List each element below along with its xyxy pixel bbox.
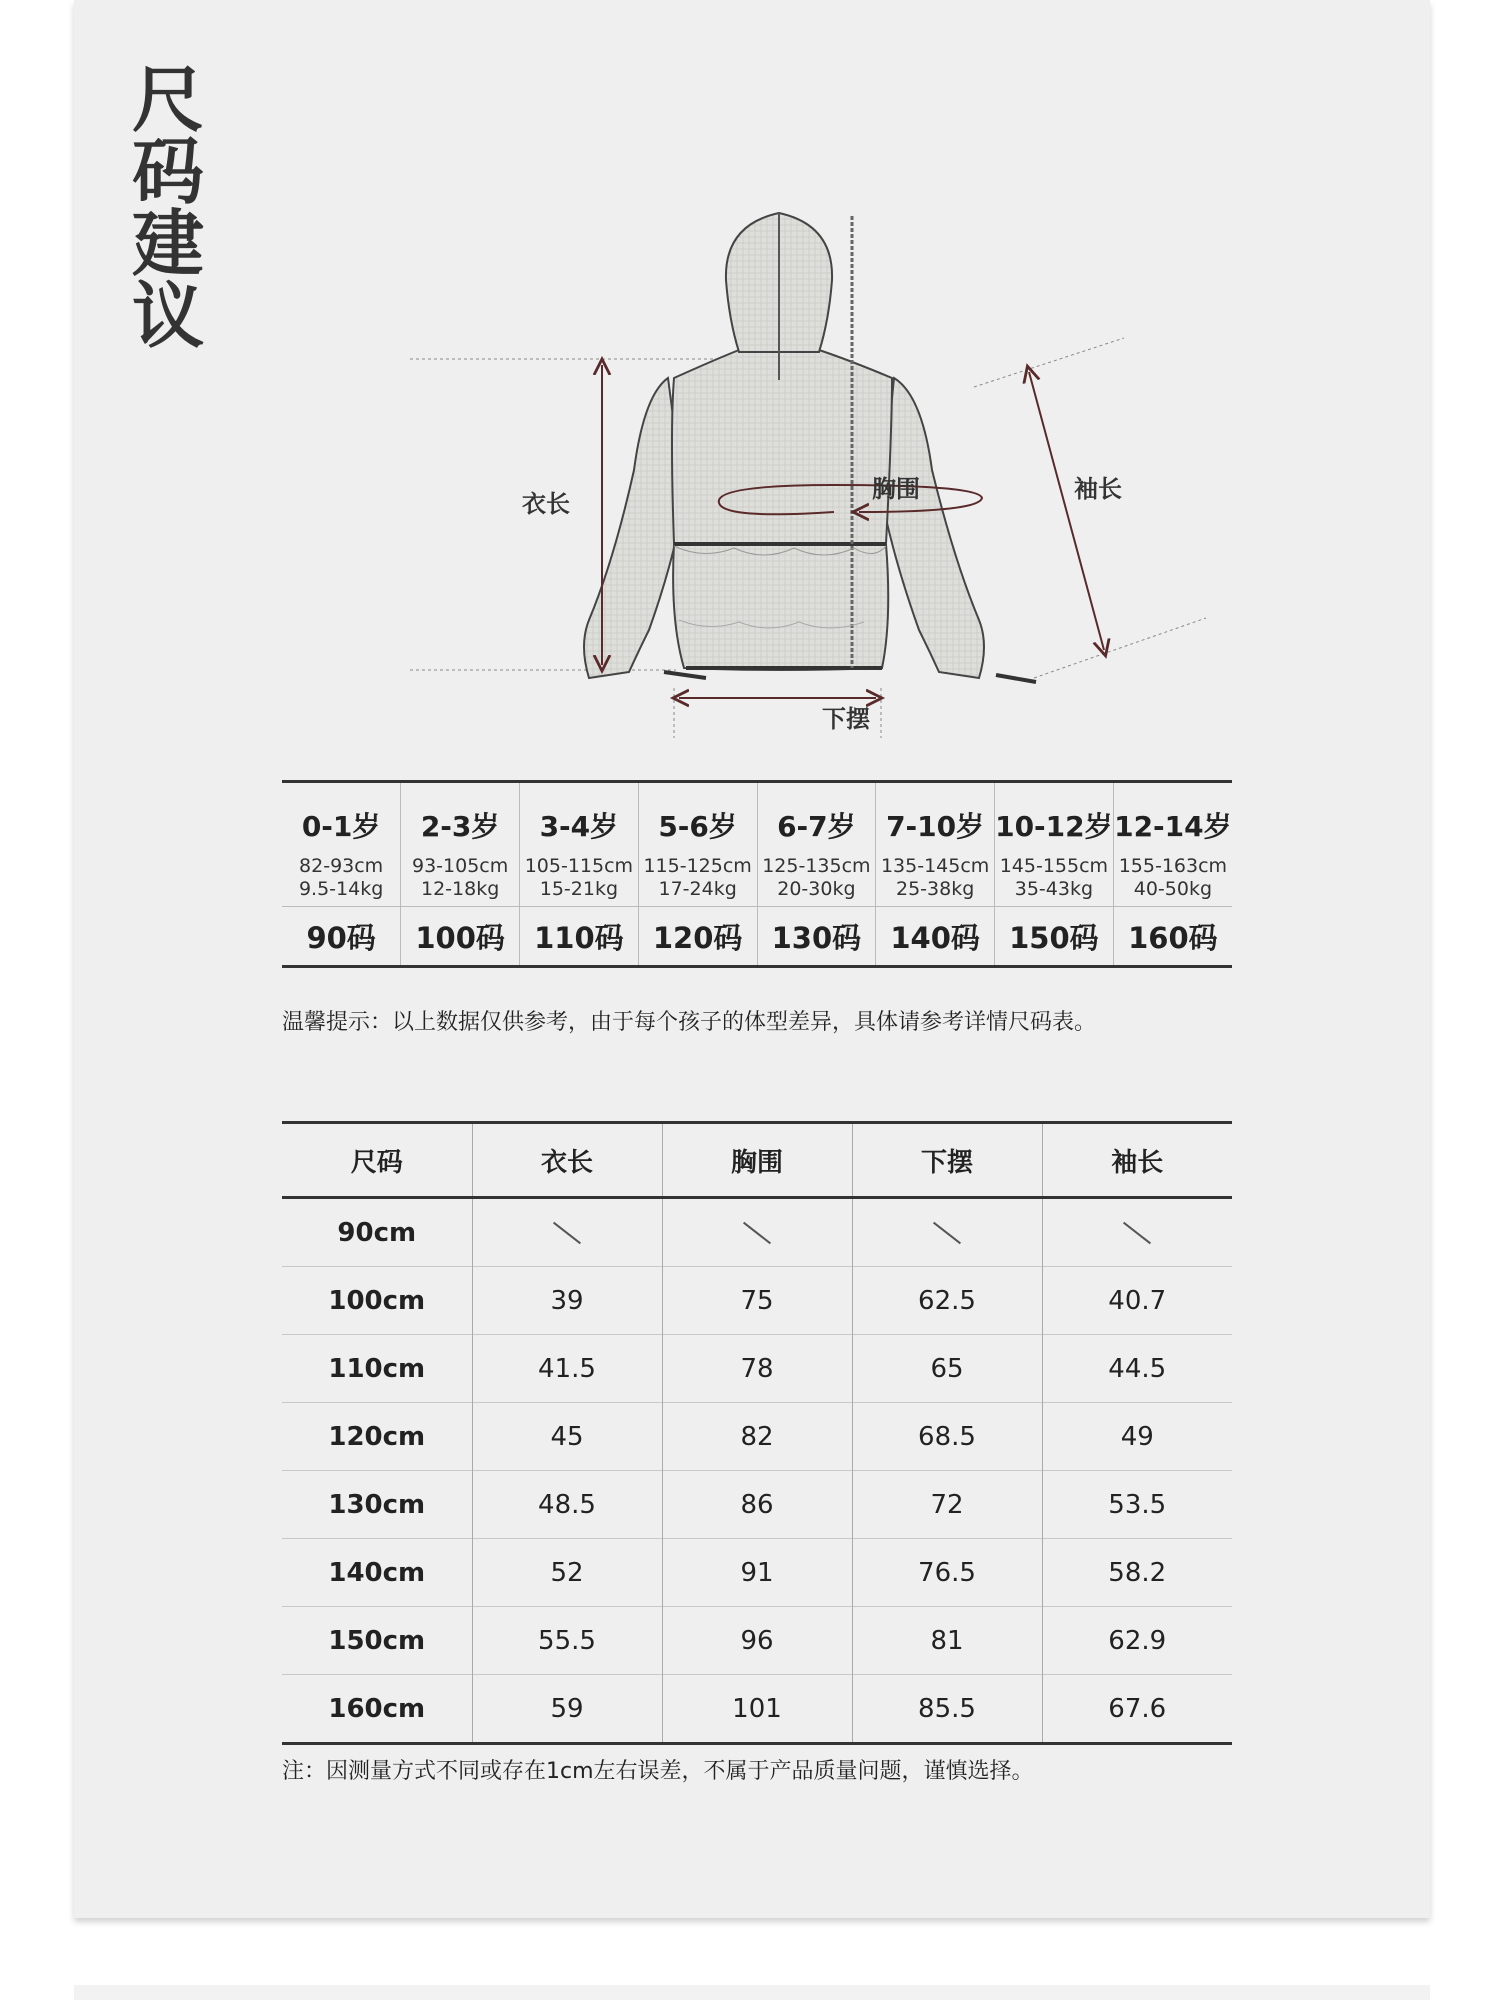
value-cell: 96 [662, 1607, 852, 1675]
value-cell: 82 [662, 1403, 852, 1471]
measurement-table [282, 1121, 1232, 1745]
age-cell: 12-14岁 155-163cm 40-50kg [1113, 782, 1232, 907]
table-header-row [282, 1123, 1232, 1198]
value-cell: 76.5 [852, 1539, 1042, 1607]
value-cell: 48.5 [472, 1471, 662, 1539]
size-guide-card [74, 0, 1430, 1918]
value-cell: 49 [1042, 1403, 1232, 1471]
size-code-cell: 140码 [876, 907, 995, 967]
size-cell: 100cm [282, 1267, 472, 1335]
value-cell: 41.5 [472, 1335, 662, 1403]
value-cell: 101 [662, 1675, 852, 1744]
size-code-cell: 120码 [638, 907, 757, 967]
value-cell: 44.5 [1042, 1335, 1232, 1403]
size-code-cell: 100码 [401, 907, 520, 967]
value-cell: 68.5 [852, 1403, 1042, 1471]
age-cell: 6-7岁 125-135cm 20-30kg [757, 782, 876, 907]
size-code-cell: 90码 [306, 920, 376, 955]
size-code-cell: 160码 [1113, 907, 1232, 967]
header-sleeve: 袖长 [1042, 1123, 1232, 1198]
value-cell: 39 [472, 1267, 662, 1335]
size-code-cell: 150码 [995, 907, 1114, 967]
table-row [282, 1403, 1232, 1471]
table-row [282, 1267, 1232, 1335]
age-cell: 10-12岁 145-155cm 35-43kg [995, 782, 1114, 907]
next-section-edge [74, 1985, 1430, 2000]
diagonal-slash-icon [743, 1222, 771, 1245]
header-size: 尺码 [282, 1123, 472, 1198]
value-cell: 45 [472, 1403, 662, 1471]
jacket-illustration [584, 213, 984, 678]
age-cell: 5-6岁 115-125cm 17-24kg [638, 782, 757, 907]
table-row [282, 1539, 1232, 1607]
value-cell: 40.7 [1042, 1267, 1232, 1335]
note-text: 注：因测量方式不同或存在1cm左右误差，不属于产品质量问题，谨慎选择。 [282, 1759, 1034, 1784]
size-code-row [282, 907, 1232, 967]
header-length: 衣长 [472, 1123, 662, 1198]
age-row [282, 782, 1232, 907]
empty-cell [472, 1198, 662, 1267]
value-cell: 65 [852, 1335, 1042, 1403]
header-chest: 胸围 [662, 1123, 852, 1198]
age-cell: 7-10岁 135-145cm 25-38kg [876, 782, 995, 907]
hem-label: 下摆 [822, 705, 870, 733]
page-title: 尺 码 建 议 [132, 58, 205, 358]
length-label: 衣长 [522, 490, 570, 518]
size-cell: 120cm [282, 1403, 472, 1471]
tip-text: 温馨提示：以上数据仅供参考，由于每个孩子的体型差异，具体请参考详情尺码表。 [282, 1010, 1097, 1035]
sleeve-arrow [1029, 372, 1104, 650]
value-cell: 62.5 [852, 1267, 1042, 1335]
size-cell: 110cm [282, 1335, 472, 1403]
table-row [282, 1471, 1232, 1539]
table-row [282, 1607, 1232, 1675]
value-cell: 75 [662, 1267, 852, 1335]
value-cell: 59 [472, 1675, 662, 1744]
size-cell: 140cm [282, 1539, 472, 1607]
value-cell: 72 [852, 1471, 1042, 1539]
age-size-table [282, 780, 1232, 968]
value-cell: 58.2 [1042, 1539, 1232, 1607]
size-cell: 160cm [282, 1675, 472, 1744]
size-cell: 90cm [337, 1217, 417, 1248]
empty-cell [852, 1198, 1042, 1267]
age-cell: 2-3岁 93-105cm 12-18kg [401, 782, 520, 907]
table-row [282, 1198, 1232, 1267]
table-row [282, 1675, 1232, 1744]
chest-label: 胸围 [872, 475, 920, 503]
value-cell: 91 [662, 1539, 852, 1607]
diagonal-slash-icon [933, 1222, 961, 1245]
age-cell: 3-4岁 105-115cm 15-21kg [520, 782, 639, 907]
diagonal-slash-icon [553, 1222, 581, 1245]
jacket-diagram [74, 0, 1430, 760]
size-cell: 150cm [282, 1607, 472, 1675]
value-cell: 55.5 [472, 1607, 662, 1675]
empty-cell [1042, 1198, 1232, 1267]
value-cell: 62.9 [1042, 1607, 1232, 1675]
size-cell: 130cm [282, 1471, 472, 1539]
sleeve-label: 袖长 [1074, 475, 1122, 503]
value-cell: 53.5 [1042, 1471, 1232, 1539]
diagonal-slash-icon [1123, 1222, 1151, 1245]
age-cell: 0-1岁 82-93cm 9.5-14kg [282, 782, 401, 907]
value-cell: 78 [662, 1335, 852, 1403]
value-cell: 86 [662, 1471, 852, 1539]
size-code-cell: 110码 [520, 907, 639, 967]
value-cell: 67.6 [1042, 1675, 1232, 1744]
value-cell: 85.5 [852, 1675, 1042, 1744]
size-code-cell: 130码 [757, 907, 876, 967]
value-cell: 81 [852, 1607, 1042, 1675]
header-hem: 下摆 [852, 1123, 1042, 1198]
table-row [282, 1335, 1232, 1403]
empty-cell [662, 1198, 852, 1267]
value-cell: 52 [472, 1539, 662, 1607]
